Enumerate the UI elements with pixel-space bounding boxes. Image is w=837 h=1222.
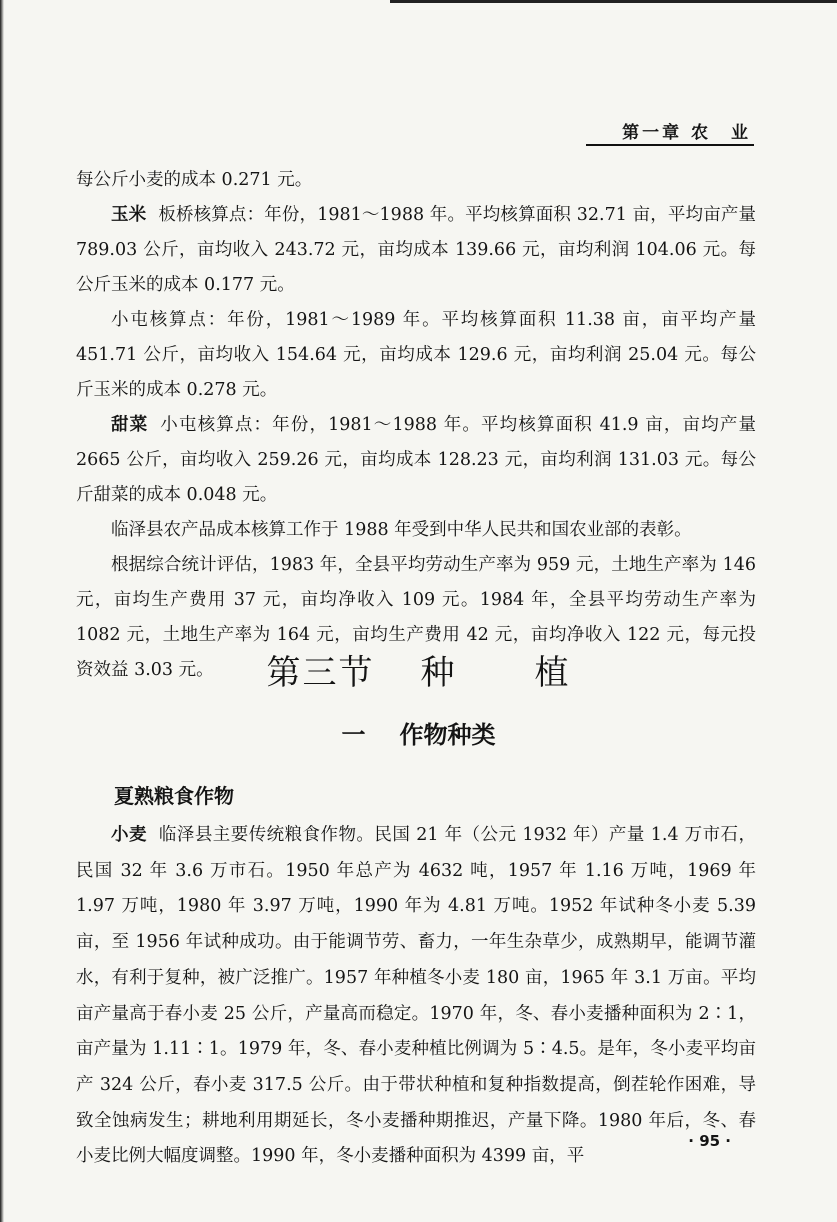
section-title: [0, 645, 837, 694]
running-head-rule: [586, 144, 754, 146]
section-word-1: 种: [420, 653, 457, 693]
term-heading: 小麦: [111, 825, 147, 845]
section-word-2: 植: [534, 653, 571, 693]
paragraph: [76, 163, 756, 198]
paragraph-text: 板桥核算点：年份，1981～1988 年。平均核算面积 32.71 亩，平均亩产量 789.03 公斤，亩均收入 243.72 元，亩均成本 139.66 元，亩均利润 104.06 元。每公斤玉米的成本 0.177 元。: [76, 205, 757, 295]
category-title: 夏熟粮食作物: [114, 784, 234, 808]
paragraph-text: 根据综合统计评估，1983 年，全县平均劳动生产率为 959 元，土地生产率为 146 元，亩均生产费用 37 元，亩均净收入 109 元。1984 年，全县平均劳动生产率为 1082 元，土地生产率为 164 元，亩均生产费用 42 元，亩均净收入 122 元，每元投资效益 3.03 元。: [76, 555, 756, 680]
paragraph-text: 小屯核算点：年份，1981～1989 年。平均核算面积 11.38 亩，亩平均产量 451.71 公斤，亩均收入 154.64 元，亩均成本 129.6 元，亩均利润 25.04 元。每公斤玉米的成本 0.278 元。: [76, 310, 756, 400]
paragraph-text: 临泽县农产品成本核算工作于 1988 年受到中华人民共和国农业部的表彰。: [111, 520, 692, 540]
running-head: 第一章 农 业: [622, 123, 751, 143]
term-heading: 玉米: [111, 205, 147, 225]
paragraph-text: 小屯核算点：年份，1981～1988 年。平均核算面积 41.9 亩，亩均产量 2665 公斤，亩均收入 259.26 元，亩均成本 128.23 元，亩均利润 131.03 元。每公斤甜菜的成本 0.048 元。: [76, 415, 756, 505]
subsection-number: 一: [341, 720, 366, 749]
paragraph: [76, 513, 756, 548]
body-text-top: [76, 163, 756, 688]
subsection-title: [0, 715, 837, 750]
page-number: · 95 ·: [688, 1132, 731, 1150]
body-text-bottom: [76, 818, 756, 1175]
scan-edge-shadow: [0, 0, 4, 1222]
section-number: 第三节: [266, 653, 375, 693]
term-heading: 甜菜: [111, 415, 149, 435]
paragraph: [76, 303, 756, 408]
scan-top-edge: [390, 0, 837, 3]
paragraph-text: 临泽县主要传统粮食作物。民国 21 年（公元 1932 年）产量 1.4 万市石，民国 32 年 3.6 万市石。1950 年总产为 4632 吨，1957 年 1.16 万吨，1969 年 1.97 万吨，1980 年 3.97 万吨，1990 年为 4.81 万吨。1952 年试种冬小麦 5.39 亩，至 1956 年试种成功。由于能调节劳、畜力，一年生杂草少，成熟期早，能调节灌水，有利于复种，被广泛推广。1957 年种植冬小麦 180 亩，1965 年 3.1 万亩。平均亩产量高于春小麦 25 公斤，产量高而稳定。1970 年，冬、春小麦播种面积为 2∶1，亩产量为 1.11∶1。1979 年，冬、春小麦种植比例调为 5∶4.5。是年，冬小麦平均亩产 324 公斤，春小麦 317.5 公斤。由于带状种植和复种指数提高，倒茬轮作困难，导致全蚀病发生；耕地利用期延长，冬小麦播种期推迟，产量下降。1980 年后，冬、春小麦比例大幅度调整。1990 年，冬小麦播种面积为 4399 亩，平: [76, 825, 757, 1167]
paragraph-beet: [76, 408, 756, 513]
paragraph-wheat: [76, 818, 756, 1175]
paragraph-corn: [76, 198, 756, 303]
subsection-text: 作物种类: [399, 720, 496, 749]
paragraph-text: 每公斤小麦的成本 0.271 元。: [76, 170, 313, 190]
